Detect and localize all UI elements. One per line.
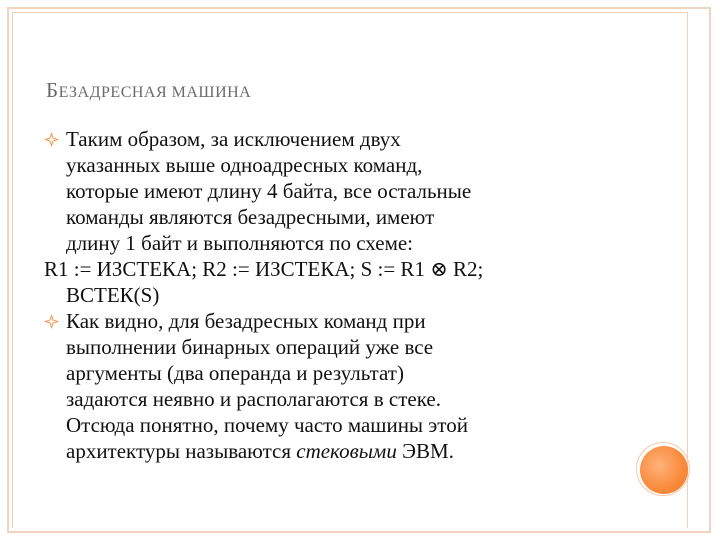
slide-content	[44, 126, 664, 464]
bullet2-line: задаются неявно и располагаются в стеке.	[66, 387, 441, 411]
bullet1-line: указанных выше одноадресных команд,	[66, 153, 423, 177]
bullet2-emphasis: стековыми	[296, 439, 397, 463]
bullet1-line: Таким образом, за исключением двух	[66, 127, 401, 151]
bullet2-line: Отсюда понятно, почему часто машины этой	[66, 413, 468, 437]
orange-star-diamond-icon	[44, 314, 59, 329]
bullet2-last-prefix: архитектуры называются	[66, 439, 297, 463]
formula-line-2: ВСТЕК(S)	[66, 283, 160, 307]
bullet-item-2	[44, 308, 664, 464]
bullet2-last-suffix: ЭВМ.	[396, 439, 454, 463]
bullet2-line: аргументы (два операнда и результат)	[66, 361, 404, 385]
bullet1-line: команды являются безадресными, имеют	[66, 205, 435, 229]
bullet2-line: Как видно, для безадресных команд при	[66, 309, 426, 333]
bullet1-line: которые имеют длину 4 байта, все остальные	[66, 179, 472, 203]
title-rest: ЕЗАДРЕСНАЯ МАШИНА	[58, 84, 252, 101]
bullet2-line: выполнении бинарных операций уже все	[66, 335, 434, 359]
orange-circle-icon	[640, 446, 688, 494]
slide-title	[46, 78, 251, 103]
title-first-letter: Б	[46, 78, 59, 102]
orange-star-diamond-icon	[44, 132, 59, 147]
bullet2-last-line	[66, 438, 664, 464]
formula-line-1: R1 := ИЗСТЕКА; R2 := ИЗСТЕКА; S := R1 ⊗ R2;	[44, 257, 484, 281]
bullet1-line: длину 1 байт и выполняются по схеме:	[66, 231, 414, 255]
bullet-item-1	[44, 126, 664, 256]
